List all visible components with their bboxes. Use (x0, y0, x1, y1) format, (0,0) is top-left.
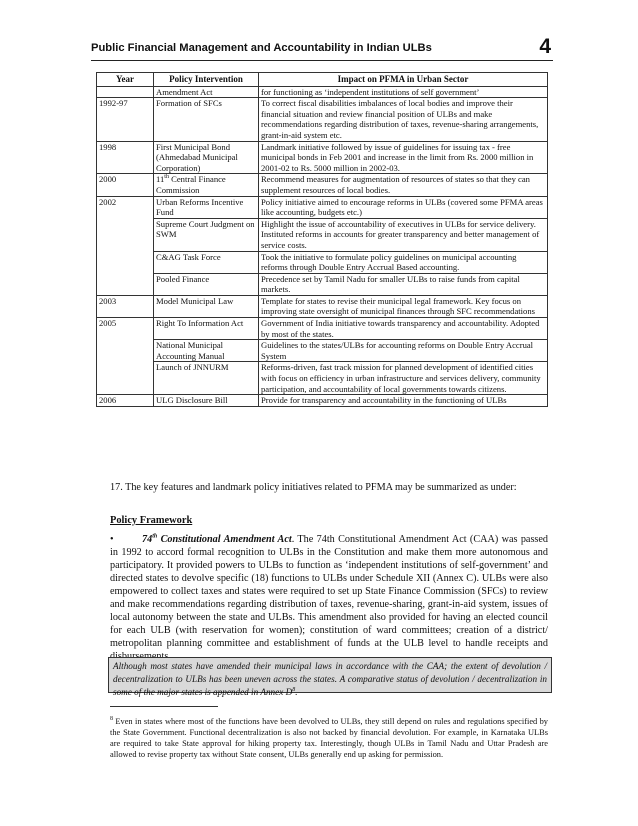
cell-intervention: Formation of SFCs (154, 98, 259, 141)
cell-intervention: First Municipal Bond (Ahmedabad Municipal Corporation) (154, 141, 259, 174)
cell-year (97, 362, 154, 395)
bullet-glyph: • (110, 534, 114, 545)
table-row (97, 362, 548, 395)
cell-impact: Took the initiative to formulate policy guidelines on municipal accounting reforms through Double Entry Accrual Based accounting. (259, 251, 548, 273)
note-text: Although most states have amended their municipal laws in accordance with the CAA; the extent of devolution / decentralization to ULBs has been uneven across the states. A comparative status of devolution / decentralization in some of the major states is appended in Annex D (113, 661, 547, 697)
cell-impact: Government of India initiative towards transparency and accountability. Adopted by most of the states. (259, 318, 548, 340)
cell-year: 2002 (97, 196, 154, 218)
cell-impact: Highlight the issue of accountability of executives in ULBs for service delivery. Instituted reforms in accounts for greater transparency and better management of service costs. (259, 218, 548, 251)
cell-impact: Recommend measures for augmentation of resources of states so that they can supplement resources of local bodies. (259, 174, 548, 196)
bullet-lead (142, 534, 292, 545)
column-header-year: Year (97, 73, 154, 87)
ordinal-suffix: th (164, 174, 169, 181)
cell-intervention-rest: Central Finance Commission (156, 174, 226, 195)
table-row (97, 295, 548, 317)
cell-impact: Reforms-driven, fast track mission for planned development of identified cities with focus on efficiency in urban infrastructure and services delivery, community participation, and accountability of local governments towards citizens. (259, 362, 548, 395)
table-row (97, 98, 548, 141)
table-row (97, 141, 548, 174)
cell-year: 1992-97 (97, 98, 154, 141)
lead-number: 74 (142, 534, 153, 545)
bullet-body-text: . The 74th Constitutional Amendment Act (CAA) was passed in 1992 to accord formal recognition to ULBs in the Constitution and make them more autonomous and participatory. It provided powers to ULBs to function as ‘independent institutions of self-government’ and directed states to devolve specific (18) functions to ULBs under Schedule XII (Annex C). ULBs were also empowered to collect taxes and states were required to set up State Finance Commission (SFCs) to review and make recommendations regarding distribution of taxes, revenue-sharing, grant-in-aid system, issues of local autonomy between the state and ULBs. This amendment also provided for having an elected council for each ULB (with reservation for women); constitution of ward committees; creation of a district/ metropolitan planning committee and establishment of funds at the ULB level to handle receipts and (110, 534, 548, 649)
cell-intervention: National Municipal Accounting Manual (154, 340, 259, 362)
table-row (97, 395, 548, 407)
cell-intervention: Launch of JNNURM (154, 362, 259, 395)
cell-year (97, 251, 154, 273)
page-number: 4 (539, 35, 551, 58)
cell-intervention: Right To Information Act (154, 318, 259, 340)
cell-impact: Policy initiative aimed to encourage reforms in ULBs (covered some PFMA areas like accounting, budgets etc.) (259, 196, 548, 218)
cell-intervention (154, 174, 259, 196)
cell-intervention: Amendment Act (154, 86, 259, 98)
running-title: Public Financial Management and Accountability in Indian ULBs (91, 42, 432, 54)
cell-impact: To correct fiscal disabilities imbalances of local bodies and improve their financial situation and review financial position of ULBs and make recommendations regarding distribution of taxes, revenue-sharing arrangements, grant-in-aid system etc. (259, 98, 548, 141)
table-row (97, 251, 548, 273)
footnote-mark: 8 (110, 716, 113, 723)
cell-intervention: ULG Disclosure Bill (154, 395, 259, 407)
cell-intervention: Model Municipal Law (154, 295, 259, 317)
footnote-text: Even in states where most of the functions have been devolved to ULBs, they still depend on rules and regulations specified by the State Government. Functional decentralization is also not backed by financial devolution. For example, in Karnataka ULBs are required to take State approval for hiking property tax. Interestingly, though ULBs in Tamil Nadu and Uttar Pradesh are allowed to revise property tax without State consent, ULBs generally end up asking for permission. (110, 717, 548, 759)
table-header-row (97, 73, 548, 87)
cell-year: 1998 (97, 141, 154, 174)
cell-impact: Landmark initiative followed by issue of guidelines for issuing tax - free municipal bonds in Feb 2001 and increase in the limit from Rs. 2000 million in 2001-02 to Rs. 5000 million in 2002-03. (259, 141, 548, 174)
cell-year: 2006 (97, 395, 154, 407)
table-row (97, 318, 548, 340)
section-heading: Policy Framework (110, 515, 193, 526)
page-header (91, 35, 553, 61)
cell-impact: for functioning as ‘independent institutions of self government’ (259, 86, 548, 98)
bullet-paragraph (110, 533, 548, 663)
cell-year (97, 218, 154, 251)
cell-impact: Guidelines to the states/ULBs for accounting reforms on Double Entry Accrual System (259, 340, 548, 362)
footnote-divider (110, 706, 218, 707)
table-row (97, 218, 548, 251)
table-row (97, 86, 548, 98)
table-row (97, 340, 548, 362)
table-row (97, 273, 548, 295)
footnote (110, 716, 548, 760)
column-header-impact: Impact on PFMA in Urban Sector (259, 73, 548, 87)
ordinal-suffix: th (152, 533, 158, 540)
lead-rest: Constitutional Amendment Act (157, 534, 292, 545)
cell-year: 2000 (97, 174, 154, 196)
cell-intervention: Pooled Finance (154, 273, 259, 295)
paragraph-17: 17. The key features and landmark policy initiatives related to PFMA may be summarized as under: (110, 482, 517, 493)
note-end: . (295, 687, 298, 697)
cell-year: 2005 (97, 318, 154, 340)
shaded-note-box (108, 657, 552, 697)
cell-year (97, 340, 154, 362)
cell-year (97, 273, 154, 295)
policy-table (96, 72, 548, 407)
cell-impact: Precedence set by Tamil Nadu for smaller ULBs to raise funds from capital markets. (259, 273, 548, 295)
cell-impact: Provide for transparency and accountability in the functioning of ULBs (259, 395, 548, 407)
table-row (97, 196, 548, 218)
cell-intervention-number: 11 (156, 174, 165, 185)
footnote-ref: 8 (292, 686, 296, 693)
cell-intervention: Supreme Court Judgment on SWM (154, 218, 259, 251)
cell-impact: Template for states to revise their municipal legal framework. Key focus on improving state oversight of municipal finances through SFC recommendations (259, 295, 548, 317)
cell-year (97, 86, 154, 98)
table-row (97, 174, 548, 196)
cell-year: 2003 (97, 295, 154, 317)
cell-intervention: Urban Reforms Incentive Fund (154, 196, 259, 218)
column-header-intervention: Policy Intervention (154, 73, 259, 87)
cell-intervention: C&AG Task Force (154, 251, 259, 273)
